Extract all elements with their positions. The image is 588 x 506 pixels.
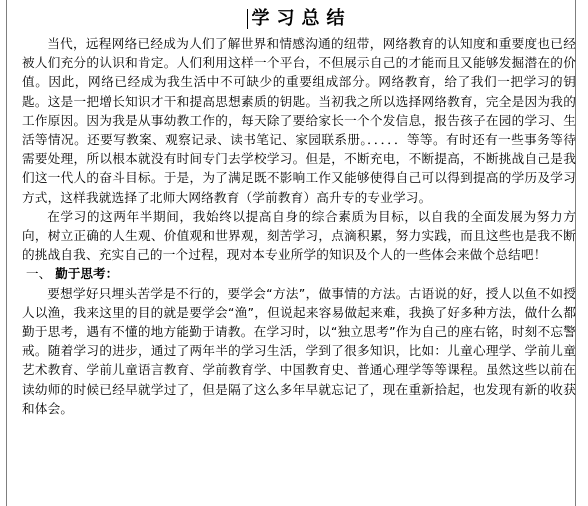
text-cursor [247,9,248,29]
section-heading-text: 勤于思考： [55,266,119,282]
section-number: 一、 [26,266,52,282]
document-title: 学习总结 [251,8,352,29]
paragraph-study-period: 在学习的这两年半期间，我始终以提高自身的综合素质为目标，以自我的全面发展为努力方向，树立正确的人生观、价值观和世界观，刻苦学习，点滴积累，努力实践，而且这些也是我不断的挑战自我、充实自己的一个过程，现对本专业所学的知识及个人的一些体会来做个总结吧！ [22,208,576,263]
document-title-line [22,6,576,32]
section-heading [26,264,576,283]
document-page[interactable] [22,6,576,418]
window-right-scrollbar[interactable] [575,0,588,506]
paragraph-intro: 当代，远程网络已经成为人们了解世界和情感沟通的纽带，网络教育的认知度和重要度也已经被人们充分的认识和肯定。人们利用这样一个平台，不但展示自己的才能而且又能够发掘潜在的价值。因此，网络已经成为我生活中不可缺少的重要组成部分。网络教育，给了我们一把学习的钥匙。这是一把增长知识才干和提高思想素质的钥匙。当初我之所以选择网络教育，完全是因为我的工作原因。因为我是从事幼教工作的，每天除了要给家长一个个发信息，报告孩子在园的学习、生活等情况。还要写教案、观察记录、读书笔记、家园联系册。．．．．．等等。有时还有一些事务等待需要处理，所以根本就没有时间专门去学校学习。但是，不断充电，不断提高，不断挑战自己是我们这一代人的奋斗目标。于是，为了满足既不影响工作又能够使得自己可以得到提高的学历及学习方式，这样我就选择了北师大网络教育（学前教育）高升专的专业学习。 [22,36,576,205]
paragraph-section-1: 要想学好只埋头苦学是不行的，要学会“方法”，做事情的方法。古语说的好，授人以鱼不如授人以渔，我来这里的目的就是要学会“渔”，但说起来容易做起来难，我换了好多种方法，做什么都勤于思考，遇有不懂的地方能勤于请教。在学习时，以“独立思考”作为自己的座右铭，时刻不忘警戒。随着学习的进步，通过了两年半的学习生活，学到了很多知识，比如：儿童心理学、学前儿童艺术教育、学前儿童语言教育、学前教育学、中国教育史、普通心理学等等课程。虽然这些以前在读幼师的时候已经早就学过了，但是隔了这么多年早就忘记了，现在重新拾起，也发现有新的收获和体会。 [22,285,576,416]
window-left-border [0,0,7,506]
